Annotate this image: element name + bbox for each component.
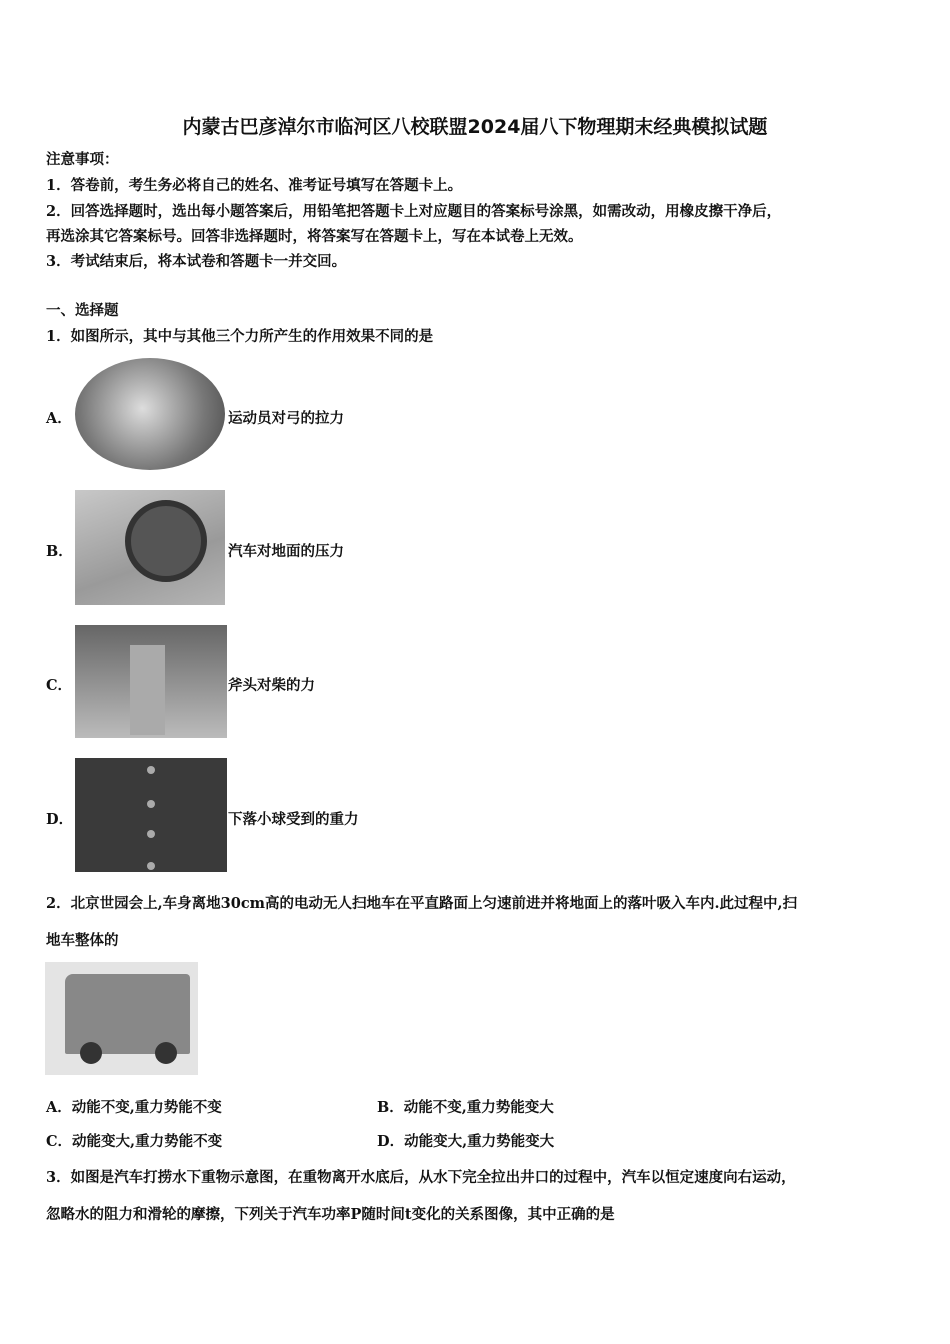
q1-option-c-text: 斧头对柴的力: [228, 677, 315, 694]
q1-option-a-label: A．: [46, 410, 72, 427]
sweeper-vehicle-image: [45, 962, 198, 1075]
note-item: 2．回答选择题时，选出每小题答案后，用铅笔把答题卡上对应题目的答案标号涂黑，如需改动，用橡皮擦干净后，: [46, 203, 782, 220]
q1-option-d-label: D．: [46, 811, 74, 828]
q2-stem-line1: 2．北京世园会上,车身离地30cm高的电动无人扫地车在平直路面上匀速前进并将地面上的落叶吸入车内.此过程中,扫: [46, 895, 798, 912]
note-item: 1．答卷前，考生务必将自己的姓名、准考证号填写在答题卡上。: [46, 177, 463, 194]
q2-stem-line2: 地车整体的: [46, 932, 119, 949]
q3-stem-line2: 忽略水的阻力和滑轮的摩擦，下列关于汽车功率P随时间t变化的关系图像，其中正确的是: [46, 1206, 615, 1223]
page-title: 内蒙古巴彦淖尔市临河区八校联盟2024届八下物理期末经典模拟试题: [182, 116, 768, 138]
falling-ball-image: [75, 758, 227, 872]
archer-image: [75, 358, 225, 470]
q1-stem: 1．如图所示，其中与其他三个力所产生的作用效果不同的是: [46, 328, 434, 345]
notes-heading: 注意事项：: [46, 151, 119, 168]
car-tire-image: [75, 490, 225, 605]
note-item: 再选涂其它答案标号。回答非选择题时，将答案写在答题卡上，写在本试卷上无效。: [46, 228, 583, 245]
q1-option-a-text: 运动员对弓的拉力: [228, 410, 344, 427]
section-heading: 一、选择题: [46, 302, 119, 319]
axe-wood-image: [75, 625, 227, 738]
q3-stem-line1: 3．如图是汽车打捞水下重物示意图，在重物离开水底后，从水下完全拉出井口的过程中，汽车以恒定速度向右运动，: [46, 1169, 796, 1186]
note-item: 3．考试结束后，将本试卷和答题卡一并交回。: [46, 253, 347, 270]
q2-option-c: C．动能变大,重力势能不变: [46, 1133, 223, 1150]
q2-option-b: B．动能不变,重力势能变大: [377, 1099, 554, 1116]
q1-option-c-label: C．: [46, 677, 73, 694]
q1-option-b-label: B．: [46, 543, 73, 560]
q1-option-b-text: 汽车对地面的压力: [228, 543, 344, 560]
q2-option-a: A．动能不变,重力势能不变: [46, 1099, 222, 1116]
q2-option-d: D．动能变大,重力势能变大: [377, 1133, 555, 1150]
q1-option-d-text: 下落小球受到的重力: [228, 811, 359, 828]
